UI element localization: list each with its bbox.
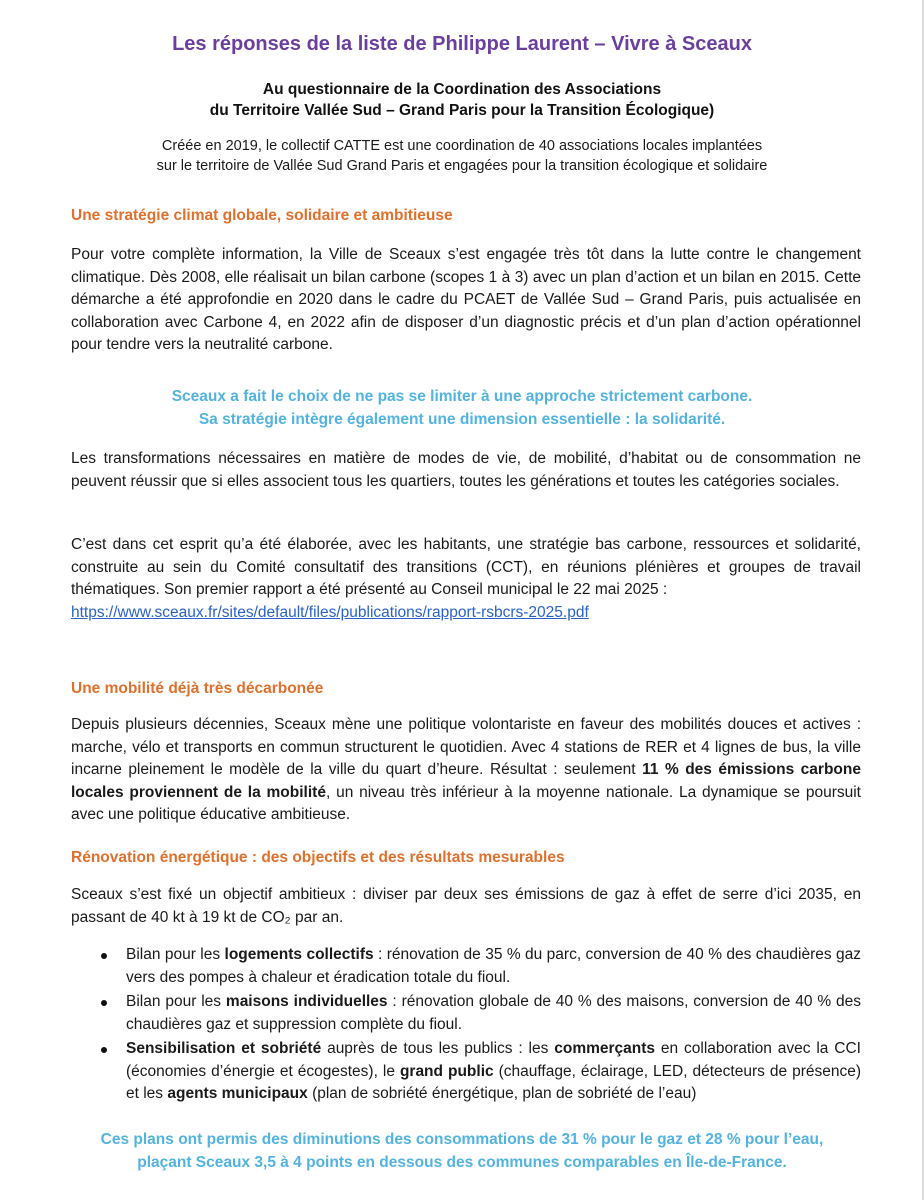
section-heading-energy-renovation: Rénovation énergétique : des objectifs et des résultats mesurables: [71, 849, 565, 866]
section2-paragraph: [71, 714, 861, 827]
section1-callout-line-2: Sa stratégie intègre également une dimension essentielle : la solidarité.: [198, 410, 726, 428]
section3-callout-line-2: plaçant Sceaux 3,5 à 4 points en dessous des communes comparables en Île-de-France.: [137, 1153, 787, 1171]
section2-bold-stat: 11 % des émissions carbone locales proviennent de la mobilité: [71, 761, 861, 801]
results-bullet-list: [71, 944, 861, 1108]
section2-text-before: Depuis plusieurs décennies, Sceaux mène une politique volontariste en faveur des mobilités douces et actives : marche, vélo et transports en commun structurent le quotidien. Avec 4 stations de RER et 4 lignes de bus, la ville incarne pleinement le modèle de la ville du quart d’heure. Résultat : seulement: [71, 716, 861, 778]
bullet-icon: [101, 1047, 107, 1053]
section1-paragraph-1: Pour votre complète information, la Ville de Sceaux s’est engagée très tôt dans la lutte contre le changement climatique. Dès 2008, elle réalisait un bilan carbone (scopes 1 à 3) avec un plan d’action et un bilan en 2015. Cette démarche a été approfondie en 2020 dans le cadre du PCAET de Vallée Sud – Grand Paris, puis actualisée en collaboration avec Carbone 4, en 2022 afin de disposer d’un diagnostic précis et d’un plan d’action opérationnel pour tendre vers la neutralité carbone.: [71, 246, 861, 353]
intro-line-1: Créée en 2019, le collectif CATTE est une coordination de 40 associations locales implantées: [161, 138, 763, 154]
section3-paragraph: Sceaux s’est fixé un objectif ambitieux : diviser par deux ses émissions de gaz à effet de serre d’ici 2035, en passant de 40 kt à 19 kt de CO₂ par an.: [71, 886, 861, 926]
subtitle: [0, 79, 924, 121]
subtitle-line-2: du Territoire Vallée Sud – Grand Paris pour la Transition Écologique): [209, 102, 715, 119]
section1-callout: [0, 386, 924, 431]
section1-paragraph-2: Les transformations nécessaires en matière de modes de vie, de mobilité, d’habitat ou de consommation ne peuvent réussir que si elles associent tous les quartiers, toutes les générations et toutes les catégories sociales.: [71, 450, 861, 490]
page-title: Les réponses de la liste de Philippe Laurent – Vivre à Sceaux: [172, 33, 752, 55]
section1-paragraph-3: [71, 534, 861, 624]
report-link[interactable]: https://www.sceaux.fr/sites/default/files/publications/rapport-rsbcrs-2025.pdf: [71, 603, 589, 621]
section1-callout-line-1: Sceaux a fait le choix de ne pas se limiter à une approche strictement carbone.: [171, 388, 753, 405]
intro-text: [0, 136, 924, 176]
section-heading-climate-strategy: Une stratégie climat globale, solidaire et ambitieuse: [71, 207, 453, 224]
section-heading-mobility: Une mobilité déjà très décarbonée: [71, 680, 324, 697]
list-item: Sensibilisation et sobriété auprès de tous les publics : les commerçants en collaboration avec la CCI (économies d’énergie et écogestes), le grand public (chauffage, éclairage, LED, détecteurs de présence) et les agents municipaux (plan de sobriété énergétique, plan de sobriété de l’eau): [71, 1038, 861, 1106]
section2-text-after: , un niveau très inférieur à la moyenne nationale. La dynamique se poursuit avec une politique éducative ambitieuse.: [71, 783, 861, 823]
subtitle-line-1: Au questionnaire de la Coordination des Associations: [262, 81, 662, 98]
intro-line-2: sur le territoire de Vallée Sud Grand Paris et engagées pour la transition écologique et solidaire: [156, 158, 768, 174]
section1-paragraph-3-text: C’est dans cet esprit qu’a été élaborée, avec les habitants, une stratégie bas carbone, ressources et solidarité, construite au sein du Comité consultatif des transitions (CCT), en réunions plénières et groupes de travail thématiques. Son premier rapport a été présenté au Conseil municipal le 22 mai 2025 :: [71, 536, 861, 598]
section3-callout: [0, 1129, 924, 1174]
list-item: Bilan pour les logements collectifs : rénovation de 35 % du parc, conversion de 40 % des chaudières gaz vers des pompes à chaleur et éradication totale du fioul.: [71, 944, 861, 989]
bullet-icon: [101, 953, 107, 959]
bullet-icon: [101, 1000, 107, 1006]
list-item: Bilan pour les maisons individuelles : rénovation globale de 40 % des maisons, conversion de 40 % des chaudières gaz et suppression complète du fioul.: [71, 991, 861, 1036]
section3-callout-line-1: Ces plans ont permis des diminutions des consommations de 31 % pour le gaz et 28 % pour l’eau,: [100, 1131, 824, 1148]
